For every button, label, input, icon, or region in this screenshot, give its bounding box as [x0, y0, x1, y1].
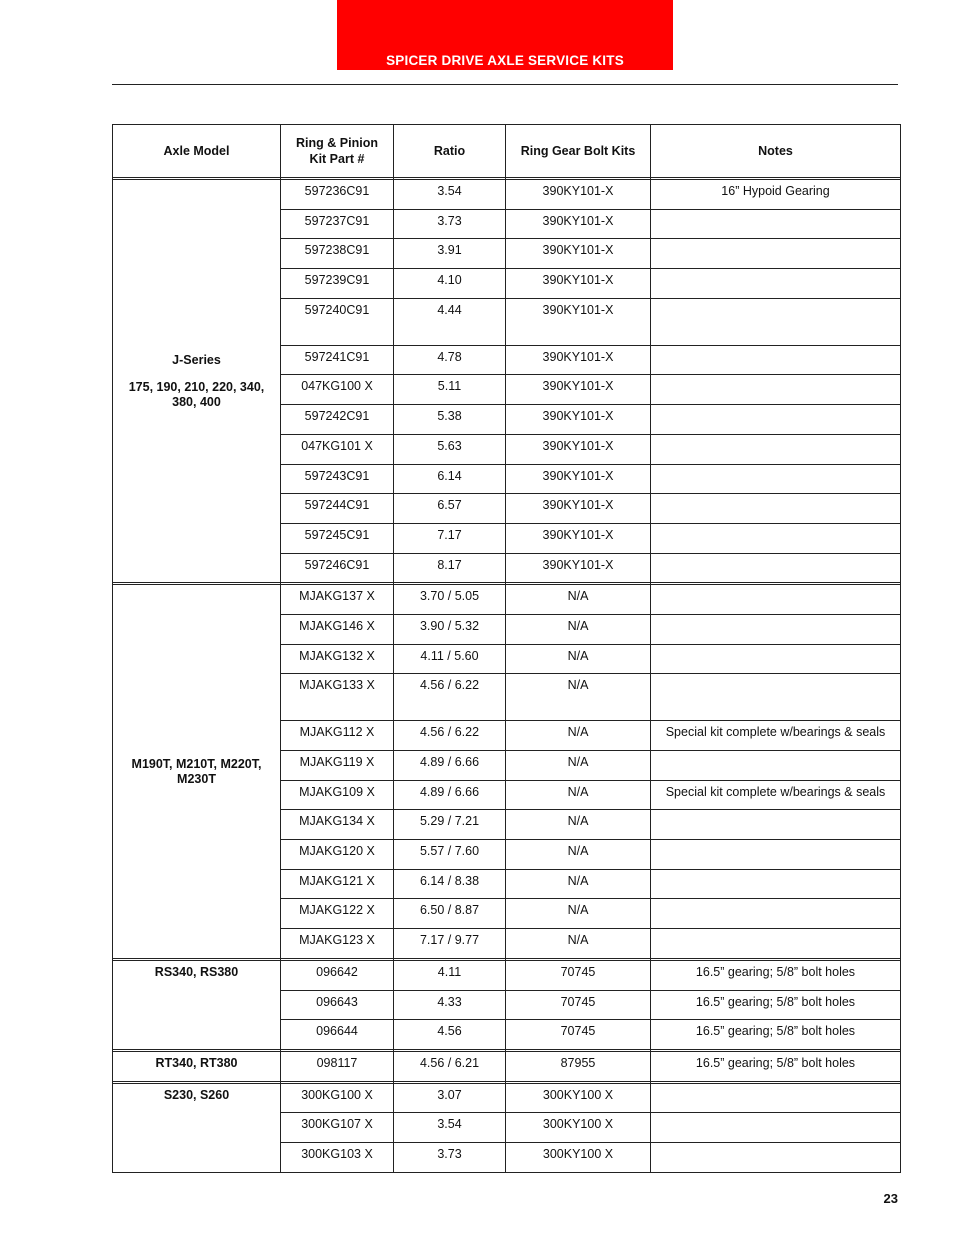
- kit-part-cell: 098117: [281, 1051, 394, 1081]
- bolt-kit-cell: N/A: [506, 780, 651, 810]
- notes-cell: [651, 1142, 901, 1172]
- bolt-kit-cell: 390KY101-X: [506, 298, 651, 345]
- table-header-row: [113, 125, 901, 178]
- bolt-kit-cell: 300KY100 X: [506, 1083, 651, 1113]
- ratio-cell: 4.10: [394, 269, 506, 299]
- kit-part-cell: MJAKG112 X: [281, 721, 394, 751]
- bolt-kit-cell: N/A: [506, 644, 651, 674]
- ratio-cell: 4.56 / 6.22: [394, 721, 506, 751]
- axle-model-label: M190T, M210T, M220T, M230T: [131, 756, 262, 786]
- ratio-cell: 7.17 / 9.77: [394, 929, 506, 959]
- ratio-cell: 4.89 / 6.66: [394, 780, 506, 810]
- bolt-kit-cell: 300KY100 X: [506, 1113, 651, 1143]
- kit-part-cell: 597237C91: [281, 209, 394, 239]
- kit-part-cell: MJAKG120 X: [281, 840, 394, 870]
- column-header-bolt-kits: Ring Gear Bolt Kits: [506, 125, 651, 178]
- service-kits-table: [112, 124, 901, 1173]
- table-row: [113, 585, 901, 615]
- table-row: [113, 960, 901, 990]
- kit-part-cell: 597242C91: [281, 405, 394, 435]
- notes-cell: 16.5” gearing; 5/8” bolt holes: [651, 1051, 901, 1081]
- bolt-kit-cell: 390KY101-X: [506, 209, 651, 239]
- ratio-cell: 6.14: [394, 464, 506, 494]
- kit-part-cell: 597241C91: [281, 345, 394, 375]
- kit-part-cell: MJAKG146 X: [281, 614, 394, 644]
- kit-part-cell: MJAKG133 X: [281, 674, 394, 721]
- bolt-kit-cell: N/A: [506, 721, 651, 751]
- notes-cell: [651, 209, 901, 239]
- axle-model-cell: [113, 180, 281, 583]
- ratio-cell: 6.50 / 8.87: [394, 899, 506, 929]
- notes-cell: [651, 553, 901, 583]
- bolt-kit-cell: 70745: [506, 990, 651, 1020]
- ratio-cell: 7.17: [394, 523, 506, 553]
- notes-cell: [651, 869, 901, 899]
- ratio-cell: 8.17: [394, 553, 506, 583]
- kit-part-cell: MJAKG119 X: [281, 751, 394, 781]
- bolt-kit-cell: 390KY101-X: [506, 464, 651, 494]
- notes-cell: Special kit complete w/bearings & seals: [651, 721, 901, 751]
- bolt-kit-cell: 300KY100 X: [506, 1142, 651, 1172]
- notes-cell: [651, 929, 901, 959]
- kit-part-cell: 096643: [281, 990, 394, 1020]
- notes-cell: [651, 614, 901, 644]
- ratio-cell: 4.56 / 6.22: [394, 674, 506, 721]
- ratio-cell: 4.56: [394, 1020, 506, 1050]
- ratio-cell: 6.57: [394, 494, 506, 524]
- notes-cell: 16.5” gearing; 5/8” bolt holes: [651, 1020, 901, 1050]
- notes-cell: [651, 1113, 901, 1143]
- notes-cell: [651, 464, 901, 494]
- notes-cell: [651, 494, 901, 524]
- kit-part-cell: 597244C91: [281, 494, 394, 524]
- ratio-cell: 3.54: [394, 1113, 506, 1143]
- page-title: SPICER DRIVE AXLE SERVICE KITS: [386, 53, 624, 68]
- ratio-cell: 5.57 / 7.60: [394, 840, 506, 870]
- axle-model-cell: [113, 1083, 281, 1172]
- notes-cell: [651, 585, 901, 615]
- kit-part-cell: MJAKG123 X: [281, 929, 394, 959]
- kit-part-cell: 597245C91: [281, 523, 394, 553]
- axle-model-cell: [113, 585, 281, 959]
- table-body: [113, 178, 901, 1173]
- kit-part-cell: MJAKG134 X: [281, 810, 394, 840]
- bolt-kit-cell: N/A: [506, 840, 651, 870]
- ratio-cell: 3.73: [394, 209, 506, 239]
- axle-model-label: RS340, RS380: [154, 964, 239, 979]
- column-header-kit-part-text: Ring & Pinion Kit Part #: [296, 136, 378, 166]
- bolt-kit-cell: 390KY101-X: [506, 180, 651, 210]
- ratio-cell: 5.11: [394, 375, 506, 405]
- kit-part-cell: MJAKG132 X: [281, 644, 394, 674]
- kit-part-cell: 096644: [281, 1020, 394, 1050]
- bolt-kit-cell: N/A: [506, 810, 651, 840]
- kit-part-cell: 096642: [281, 960, 394, 990]
- kit-part-cell: 597236C91: [281, 180, 394, 210]
- bolt-kit-cell: N/A: [506, 674, 651, 721]
- column-header-kit-part: [281, 125, 394, 178]
- kit-part-cell: 047KG101 X: [281, 434, 394, 464]
- ratio-cell: 4.11 / 5.60: [394, 644, 506, 674]
- bolt-kit-cell: N/A: [506, 585, 651, 615]
- ratio-cell: 3.73: [394, 1142, 506, 1172]
- kit-part-cell: 047KG100 X: [281, 375, 394, 405]
- table-row: [113, 1083, 901, 1113]
- notes-cell: [651, 751, 901, 781]
- notes-cell: [651, 375, 901, 405]
- ratio-cell: 4.44: [394, 298, 506, 345]
- ratio-cell: 5.29 / 7.21: [394, 810, 506, 840]
- column-header-ratio: Ratio: [394, 125, 506, 178]
- ratio-cell: 3.90 / 5.32: [394, 614, 506, 644]
- bolt-kit-cell: 390KY101-X: [506, 523, 651, 553]
- notes-cell: 16” Hypoid Gearing: [651, 180, 901, 210]
- kit-part-cell: 597238C91: [281, 239, 394, 269]
- notes-cell: [651, 674, 901, 721]
- ratio-cell: 6.14 / 8.38: [394, 869, 506, 899]
- bolt-kit-cell: 390KY101-X: [506, 405, 651, 435]
- notes-cell: [651, 269, 901, 299]
- bolt-kit-cell: N/A: [506, 614, 651, 644]
- notes-cell: [651, 840, 901, 870]
- axle-model-label: S230, S260: [163, 1087, 230, 1102]
- ratio-cell: 3.07: [394, 1083, 506, 1113]
- kit-part-cell: 300KG103 X: [281, 1142, 394, 1172]
- notes-cell: [651, 899, 901, 929]
- notes-cell: [651, 345, 901, 375]
- table-row: [113, 180, 901, 210]
- kit-part-cell: 597246C91: [281, 553, 394, 583]
- kit-part-cell: MJAKG122 X: [281, 899, 394, 929]
- kit-part-cell: 597240C91: [281, 298, 394, 345]
- page-number: 23: [883, 1191, 898, 1206]
- bolt-kit-cell: 390KY101-X: [506, 553, 651, 583]
- ratio-cell: 5.63: [394, 434, 506, 464]
- notes-cell: [651, 1083, 901, 1113]
- notes-cell: 16.5” gearing; 5/8” bolt holes: [651, 990, 901, 1020]
- ratio-cell: 4.89 / 6.66: [394, 751, 506, 781]
- notes-cell: [651, 239, 901, 269]
- ratio-cell: 4.78: [394, 345, 506, 375]
- ratio-cell: 3.91: [394, 239, 506, 269]
- bolt-kit-cell: 390KY101-X: [506, 375, 651, 405]
- bolt-kit-cell: 390KY101-X: [506, 434, 651, 464]
- axle-model-label: J-Series: [172, 352, 221, 367]
- ratio-cell: 3.70 / 5.05: [394, 585, 506, 615]
- bolt-kit-cell: N/A: [506, 929, 651, 959]
- kit-part-cell: MJAKG137 X: [281, 585, 394, 615]
- kit-part-cell: 300KG107 X: [281, 1113, 394, 1143]
- bolt-kit-cell: 390KY101-X: [506, 239, 651, 269]
- bolt-kit-cell: N/A: [506, 899, 651, 929]
- bolt-kit-cell: N/A: [506, 869, 651, 899]
- kit-part-cell: MJAKG121 X: [281, 869, 394, 899]
- ratio-cell: 4.56 / 6.21: [394, 1051, 506, 1081]
- notes-cell: [651, 810, 901, 840]
- axle-model-cell: [113, 1051, 281, 1081]
- ratio-cell: 4.11: [394, 960, 506, 990]
- column-header-notes: Notes: [651, 125, 901, 178]
- bolt-kit-cell: 390KY101-X: [506, 269, 651, 299]
- axle-model-label: 175, 190, 210, 220, 340, 380, 400: [128, 379, 265, 409]
- notes-cell: [651, 523, 901, 553]
- bolt-kit-cell: 70745: [506, 1020, 651, 1050]
- kit-part-cell: 300KG100 X: [281, 1083, 394, 1113]
- bolt-kit-cell: 390KY101-X: [506, 345, 651, 375]
- ratio-cell: 3.54: [394, 180, 506, 210]
- bolt-kit-cell: 87955: [506, 1051, 651, 1081]
- bolt-kit-cell: 70745: [506, 960, 651, 990]
- axle-model-label: RT340, RT380: [155, 1055, 238, 1070]
- kit-part-cell: 597243C91: [281, 464, 394, 494]
- notes-cell: [651, 644, 901, 674]
- ratio-cell: 4.33: [394, 990, 506, 1020]
- notes-cell: [651, 405, 901, 435]
- notes-cell: [651, 298, 901, 345]
- column-header-axle-model: Axle Model: [113, 125, 281, 178]
- kit-part-cell: 597239C91: [281, 269, 394, 299]
- bolt-kit-cell: 390KY101-X: [506, 494, 651, 524]
- kit-part-cell: MJAKG109 X: [281, 780, 394, 810]
- header-banner: [337, 0, 673, 70]
- notes-cell: Special kit complete w/bearings & seals: [651, 780, 901, 810]
- bolt-kit-cell: N/A: [506, 751, 651, 781]
- notes-cell: [651, 434, 901, 464]
- notes-cell: 16.5” gearing; 5/8” bolt holes: [651, 960, 901, 990]
- axle-model-cell: [113, 960, 281, 1049]
- ratio-cell: 5.38: [394, 405, 506, 435]
- header-rule: [112, 84, 898, 85]
- table-row: [113, 1051, 901, 1081]
